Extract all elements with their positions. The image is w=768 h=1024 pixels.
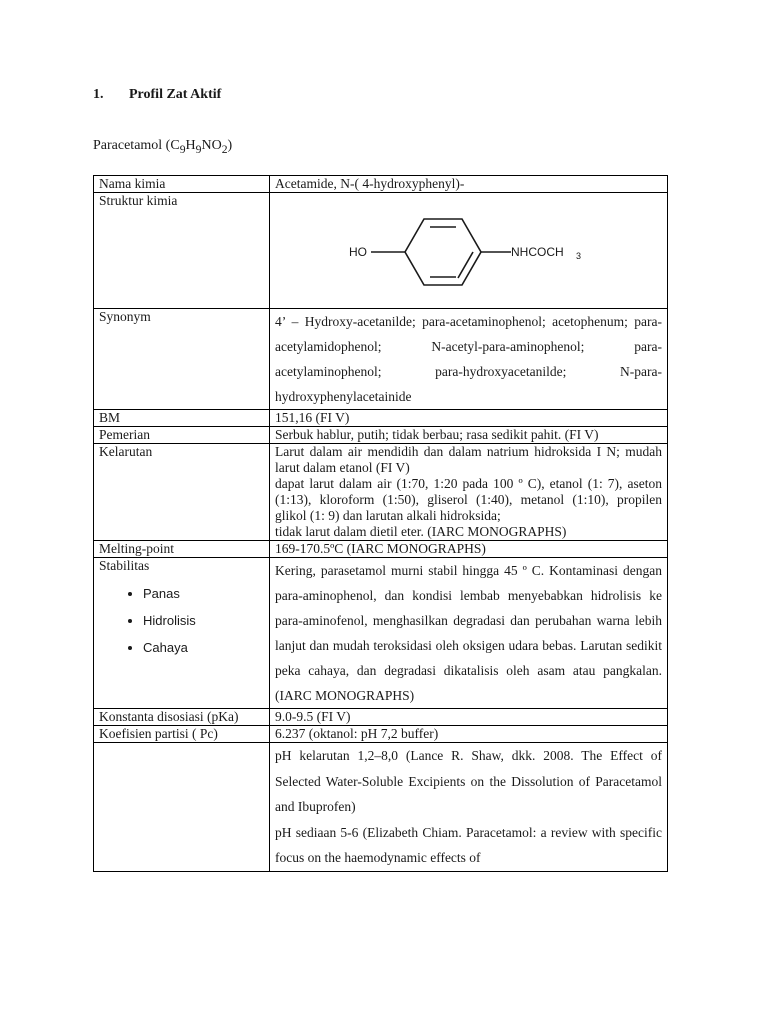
profile-table — [93, 175, 668, 872]
benzene-ring — [405, 219, 481, 285]
formula-no: NO — [201, 138, 222, 153]
label-melting-point: Melting-point — [94, 541, 270, 558]
compound-name: Paracetamol (C — [93, 138, 180, 153]
value-stabilitas: Kering, parasetamol murni stabil hingga 45 º C. Kontaminasi dengan para-aminophenol, dan kondisi lembab menyebabkan hidrolisis ke para-aminofenol, menghasilkan degradasi dan perubahan warna lebih lanjut dan mudah teroksidasi oleh oksigen udara bebas. Larutan sedikit peka cahaya, dan degradasi dikatalisis oleh asam atau pangkalan. (IARC MONOGRAPHS) — [270, 558, 668, 709]
label-synonym: Synonym — [94, 309, 270, 410]
ph-kelarutan: pH kelarutan 1,2–8,0 (Lance R. Shaw, dkk. 2008. The Effect of Selected Water-Soluble Excipients on the Dissolution of Paracetamol and Ibuprofen) — [275, 748, 662, 814]
row-pka — [94, 709, 668, 726]
value-kelarutan — [270, 444, 668, 541]
section-heading — [93, 87, 221, 103]
value-pka: 9.0-9.5 (FI V) — [270, 709, 668, 726]
formula-close: ) — [227, 138, 233, 153]
label-struktur: Struktur kimia — [94, 193, 270, 309]
row-struktur — [94, 193, 668, 309]
label-bm: BM — [94, 410, 270, 427]
bullet-hidrolisis: • Hidrolisis — [143, 607, 264, 634]
label-kelarutan: Kelarutan — [94, 444, 270, 541]
kelarutan-iarc: dapat larut dalam air (1:70, 1:20 pada 100 º C), etanol (1: 7), aseton (1:13), kloroform (1:50), gliserol (1:40), metanol (1:10), propilen glikol (1: 9) dan larutan alkali hidroksida; — [275, 476, 662, 523]
row-koefisien — [94, 726, 668, 743]
compound-title — [93, 138, 232, 156]
value-bm: 151,16 (FI V) — [270, 410, 668, 427]
row-bm — [94, 410, 668, 427]
row-synonym — [94, 309, 668, 410]
label-nama-kimia: Nama kimia — [94, 176, 270, 193]
value-ph — [270, 743, 668, 872]
label-koefisien: Koefisien partisi ( Pc) — [94, 726, 270, 743]
value-struktur — [270, 193, 668, 309]
label-pemerian: Pemerian — [94, 427, 270, 444]
stabilitas-label: Stabilitas — [99, 558, 150, 573]
label-stabilitas — [94, 558, 270, 709]
ho-group-label: HO — [349, 245, 367, 259]
kelarutan-fi: Larut dalam air mendidih dan dalam natrium hidroksida I N; mudah larut dalam etanol (FI V) — [275, 444, 662, 475]
value-nama-kimia: Acetamide, N-( 4-hydroxyphenyl)- — [270, 176, 668, 193]
section-number: 1. — [93, 87, 104, 102]
value-synonym: 4’ – Hydroxy-acetanilde; para-acetaminophenol; acetophenum; para-acetylamidophenol; N-acetyl-para-aminophenol; para-acetylaminophenol; para-hydroxyacetanilde; N-para-hydroxyphenylacetainide — [270, 309, 668, 410]
bullet-cahaya: • Cahaya — [143, 634, 264, 661]
row-ph — [94, 743, 668, 872]
label-pka: Konstanta disosiasi (pKa) — [94, 709, 270, 726]
value-koefisien: 6.237 (oktanol: pH 7,2 buffer) — [270, 726, 668, 743]
formula-h: H — [185, 138, 196, 153]
stabilitas-bullets — [99, 580, 264, 661]
paracetamol-structure-diagram — [341, 207, 591, 297]
value-pemerian: Serbuk hablur, putih; tidak berbau; rasa sedikit pahit. (FI V) — [270, 427, 668, 444]
value-melting-point: 169-170.5ºC (IARC MONOGRAPHS) — [270, 541, 668, 558]
row-melting-point — [94, 541, 668, 558]
ph-sediaan: pH sediaan 5-6 (Elizabeth Chiam. Paracetamol: a review with specific focus on the haemodynamic effects of — [275, 824, 662, 865]
formula-sub-h: 9 — [195, 142, 202, 156]
nhcoch-group-label: NHCOCH — [511, 245, 564, 259]
label-ph — [94, 743, 270, 872]
ch3-subscript: 3 — [576, 251, 582, 261]
row-pemerian — [94, 427, 668, 444]
double-bond-right — [458, 252, 473, 278]
formula-sub-o: 2 — [221, 142, 228, 156]
kelarutan-iarc-end: tidak larut dalam dietil eter. (IARC MONOGRAPHS) — [275, 524, 567, 539]
row-nama-kimia — [94, 176, 668, 193]
formula-sub-c: 9 — [179, 142, 186, 156]
row-kelarutan — [94, 444, 668, 541]
section-title: Profil Zat Aktif — [129, 87, 222, 102]
row-stabilitas — [94, 558, 668, 709]
bullet-panas: • Panas — [143, 580, 264, 607]
